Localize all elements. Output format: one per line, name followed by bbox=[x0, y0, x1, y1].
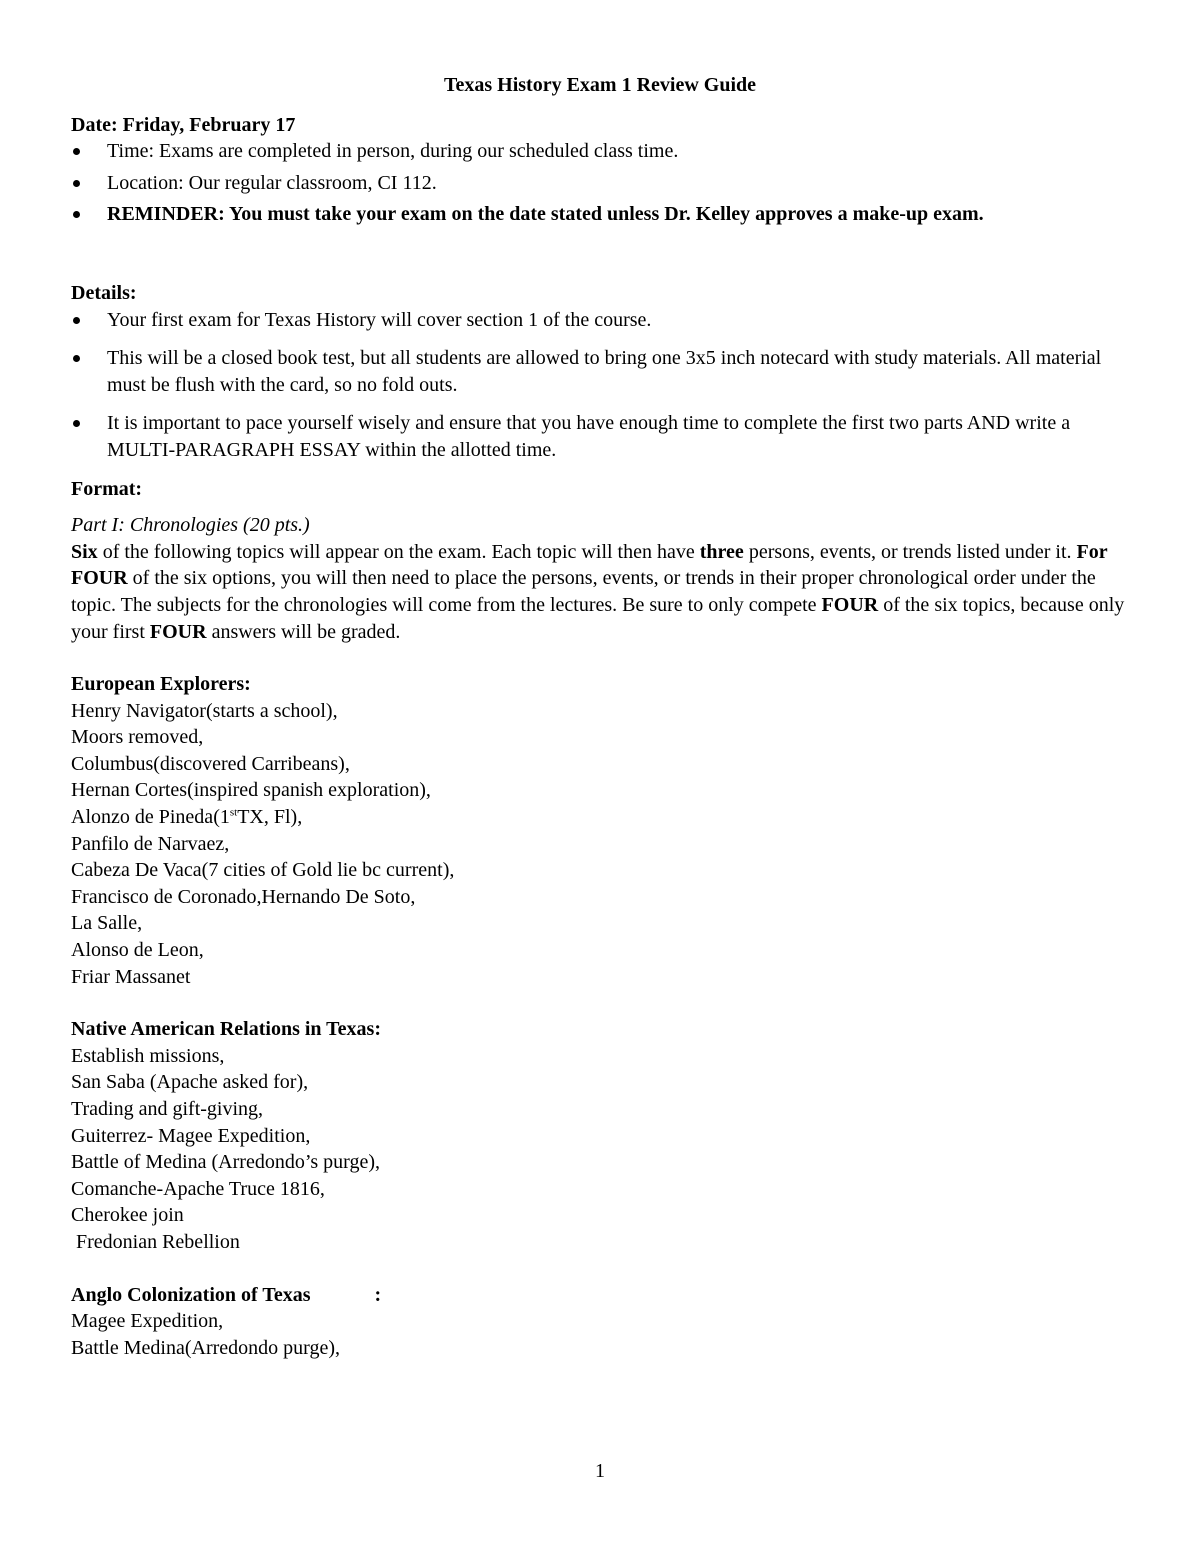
topic-item: Battle of Medina (Arredondo’s purge), bbox=[71, 1151, 380, 1174]
text-run: of the six topics, because only your first bbox=[71, 593, 1125, 643]
bold-text: FOUR bbox=[821, 593, 879, 616]
topic-item: Trading and gift-giving, bbox=[71, 1098, 264, 1120]
heading-colon: : bbox=[374, 1283, 382, 1306]
topic-item: La Salle, bbox=[71, 912, 143, 935]
page-number: 1 bbox=[595, 1460, 605, 1482]
exam-date: Date: Friday, February 17 bbox=[71, 113, 296, 136]
topic-item: Magee Expedition, bbox=[71, 1310, 224, 1333]
details-list bbox=[71, 307, 1131, 464]
bold-text: Six bbox=[71, 540, 98, 563]
bold-text: three bbox=[699, 540, 744, 563]
document-title: Texas History Exam 1 Review Guide bbox=[443, 74, 757, 96]
details-heading: Details: bbox=[71, 281, 137, 304]
document-body bbox=[71, 72, 1131, 1361]
topic-heading-text: Anglo Colonization of Texas bbox=[71, 1283, 311, 1306]
text-run: persons, events, or trends listed under it. bbox=[743, 540, 1077, 563]
list-item: It is important to pace yourself wisely and ensure that you have enough time to complete the first two parts AND write a MULTI-PARAGRAPH ESSAY within the allotted time. bbox=[71, 410, 1131, 463]
topic-item: Moors removed, bbox=[71, 726, 204, 749]
text-run: answers will be graded. bbox=[206, 620, 401, 643]
topic-heading: European Explorers: bbox=[71, 673, 251, 696]
list-item: Location: Our regular classroom, CI 112. bbox=[71, 170, 1131, 197]
topic-heading bbox=[71, 1282, 1131, 1309]
topic-item: Columbus(discovered Carribeans), bbox=[71, 752, 350, 775]
topic-item: Friar Massanet bbox=[71, 965, 191, 988]
superscript: st bbox=[229, 806, 238, 819]
text-run: Alonzo de Pineda(1 bbox=[71, 806, 230, 829]
part1-title: Part I: Chronologies (20 pts.) bbox=[71, 514, 310, 537]
reminder-item: REMINDER: You must take your exam on the date stated unless Dr. Kelley approves a make-up exam. bbox=[71, 201, 1131, 228]
list-item: Time: Exams are completed in person, during our scheduled class time. bbox=[71, 138, 1131, 165]
topic-native-american-relations bbox=[71, 1016, 1131, 1255]
topic-item: Alonso de Leon, bbox=[71, 939, 204, 962]
topic-item: Comanche-Apache Truce 1816, bbox=[71, 1177, 325, 1200]
list-item: This will be a closed book test, but all students are allowed to bring one 3x5 inch notecard with study materials. All material must be flush with the card, so no fold outs. bbox=[71, 345, 1131, 398]
topic-item: Guiterrez- Magee Expedition, bbox=[71, 1124, 311, 1147]
text-run: of the six options, you will then need to place the persons, events, or trends in their proper chronological order under the topic. The subjects for the chronologies will come from the lectures. Be sure to only compete bbox=[71, 567, 1096, 616]
format-heading: Format: bbox=[71, 477, 143, 500]
topic-item: Francisco de Coronado,Hernando De Soto, bbox=[71, 885, 416, 908]
topic-item: Establish missions, bbox=[71, 1044, 225, 1067]
topic-item: Cabeza De Vaca(7 cities of Gold lie bc current), bbox=[71, 859, 455, 882]
topic-item: Cherokee join bbox=[71, 1204, 184, 1227]
text-run: of the following topics will appear on the exam. Each topic will then have bbox=[97, 540, 700, 563]
bold-text: For FOUR bbox=[71, 540, 1108, 590]
topic-item: San Saba (Apache asked for), bbox=[71, 1071, 309, 1094]
schedule-list bbox=[71, 138, 1131, 228]
topic-european-explorers bbox=[71, 671, 1131, 990]
text-run: TX, Fl), bbox=[237, 806, 303, 829]
topic-heading: Native American Relations in Texas: bbox=[71, 1018, 381, 1041]
topic-anglo-colonization bbox=[71, 1282, 1131, 1362]
list-item: Your first exam for Texas History will cover section 1 of the course. bbox=[71, 307, 1131, 334]
topic-item: Henry Navigator(starts a school), bbox=[71, 699, 338, 722]
bold-text: FOUR bbox=[149, 620, 207, 643]
topic-item: Hernan Cortes(inspired spanish exploration), bbox=[71, 779, 431, 802]
topic-item: Battle Medina(Arredondo purge), bbox=[71, 1336, 340, 1359]
topic-item: Fredonian Rebellion bbox=[71, 1230, 240, 1253]
topic-item: Panfilo de Narvaez, bbox=[71, 832, 230, 855]
topic-item bbox=[71, 804, 1131, 831]
part1-instructions bbox=[71, 539, 1131, 645]
